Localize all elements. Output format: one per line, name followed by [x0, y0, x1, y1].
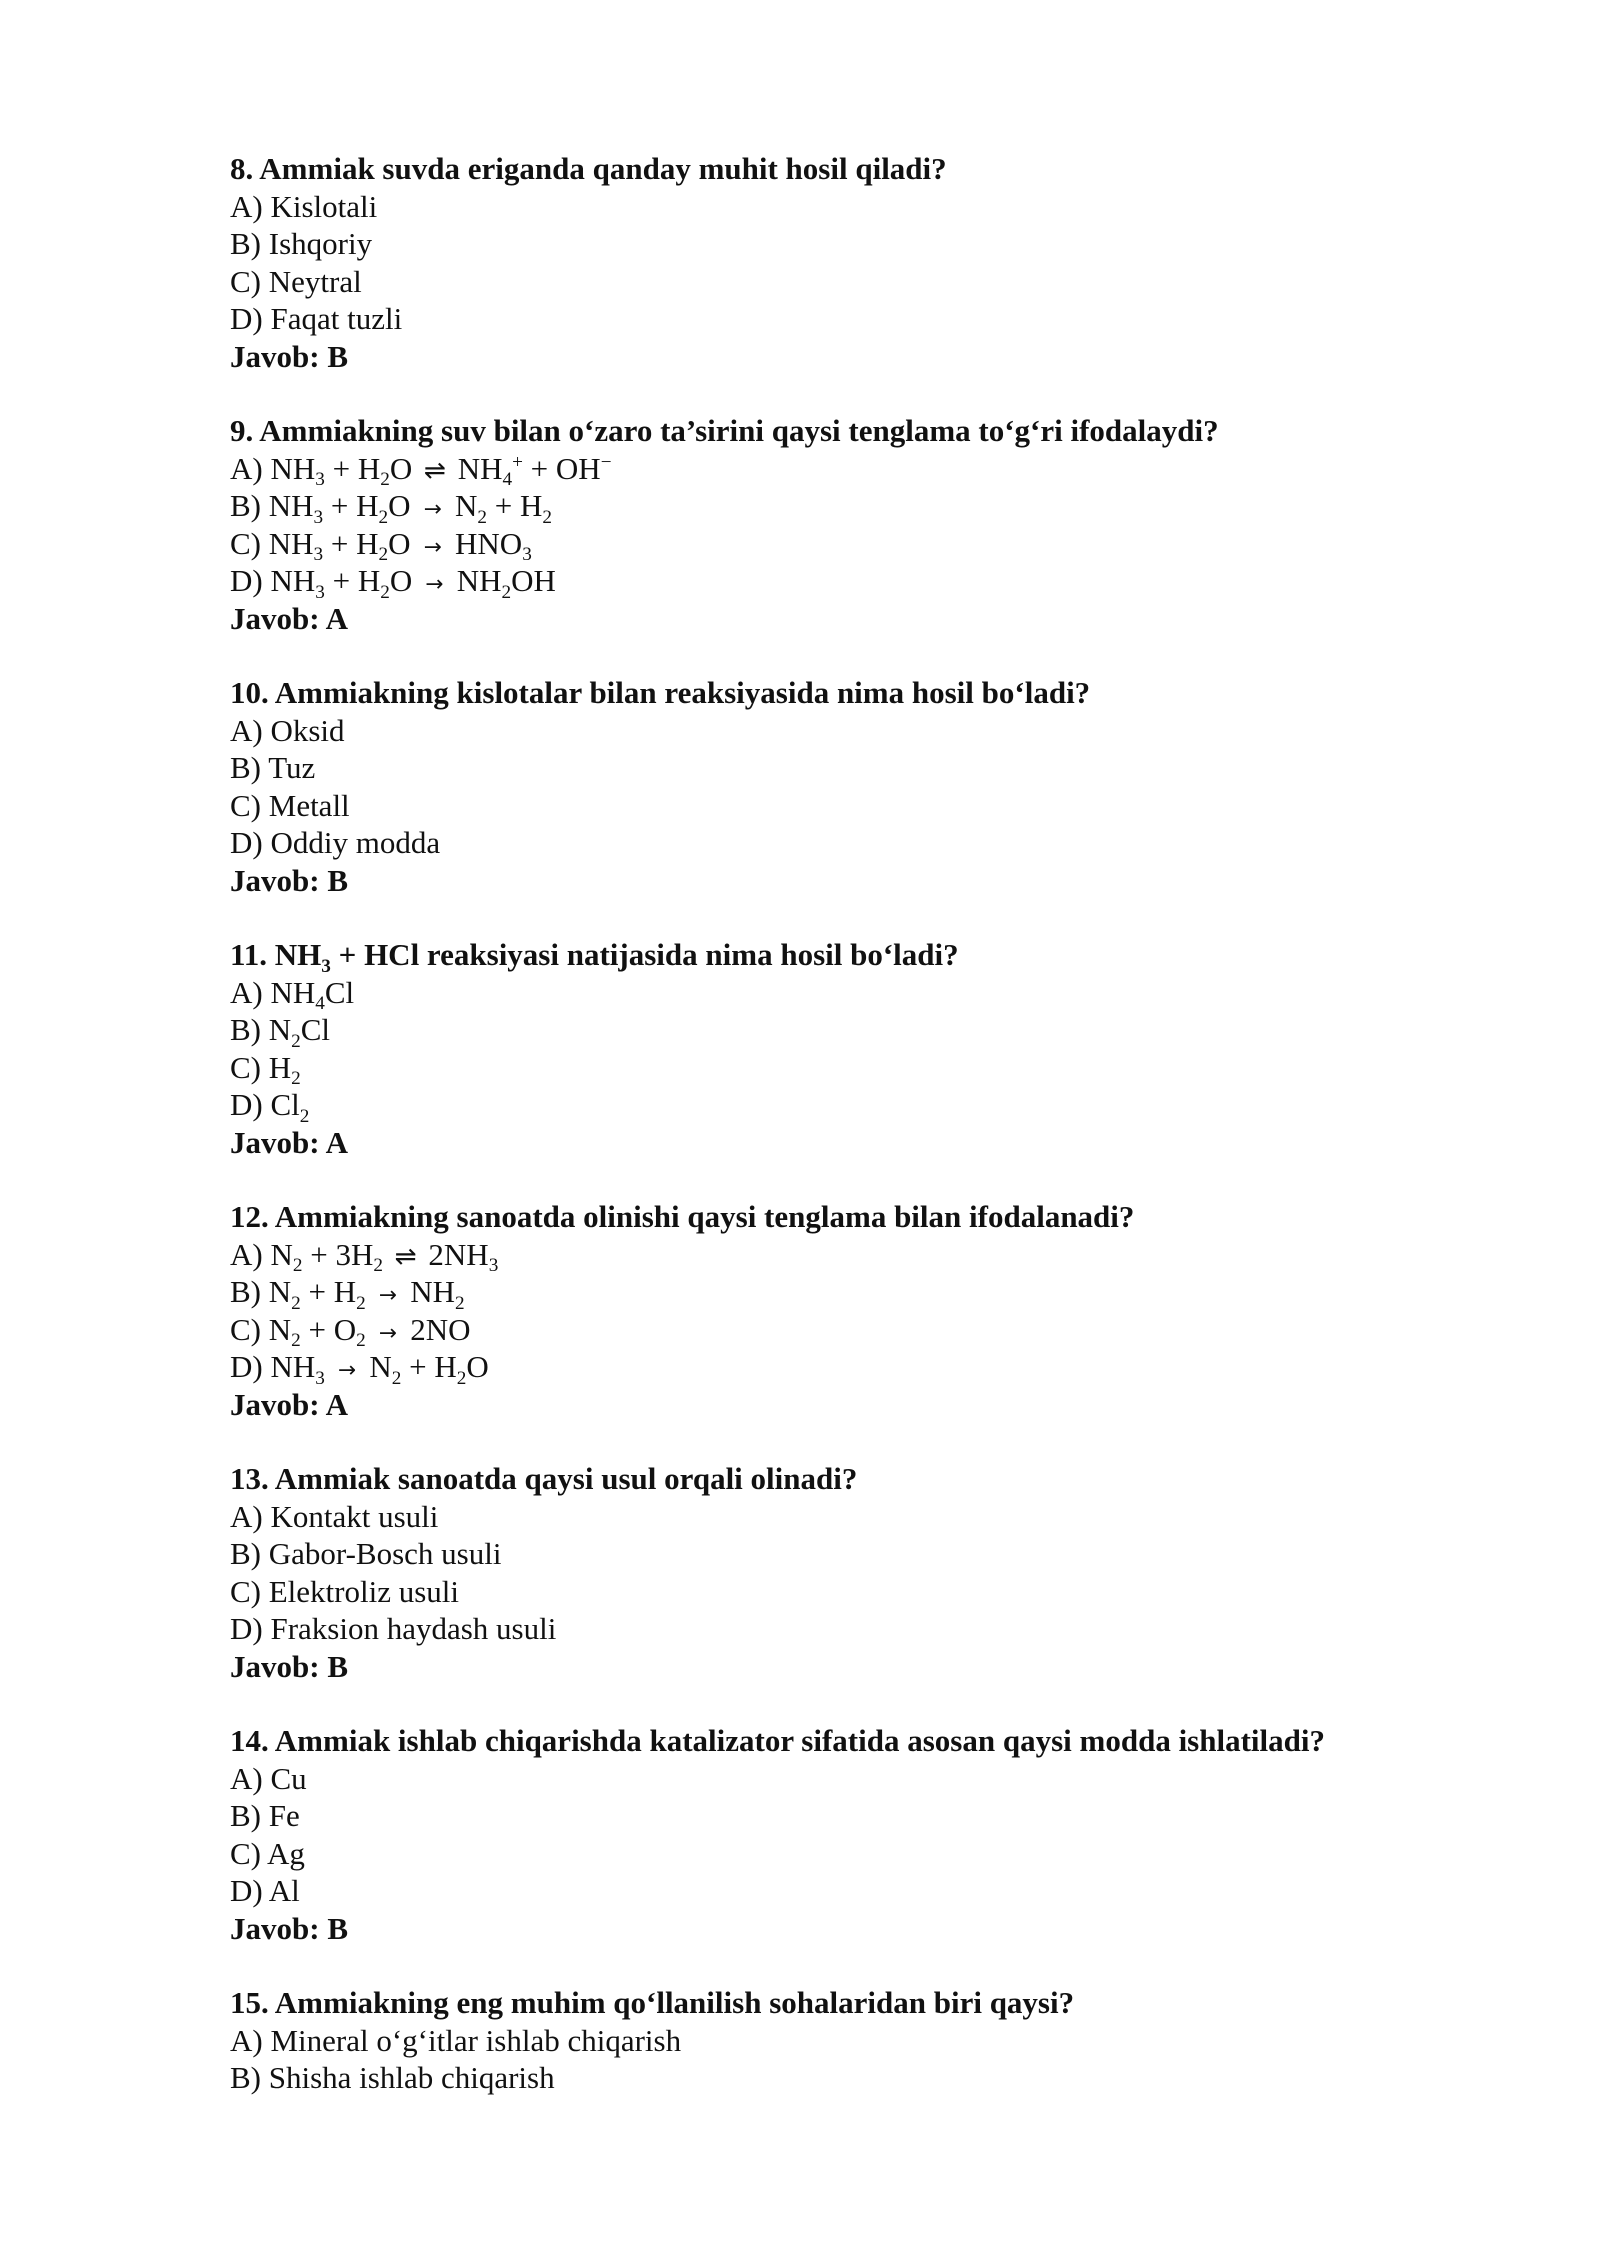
question-block	[230, 412, 1530, 637]
option-letter: B)	[230, 750, 261, 785]
answer-option	[230, 1797, 1530, 1835]
option-letter: D)	[230, 563, 263, 598]
answer-key: Javob: A	[230, 600, 348, 636]
option-letter: A)	[230, 974, 263, 1010]
option-text: Fraksion haydash usuli	[270, 1611, 557, 1646]
answer-option	[230, 1835, 1530, 1873]
question-title	[230, 1722, 1530, 1760]
option-text: $NH_3 \to N_2 + H_2O$	[270, 1349, 489, 1389]
question-number: 13.	[230, 1461, 269, 1496]
option-letter: B)	[230, 1274, 261, 1309]
question-text: Ammiak ishlab chiqarishda katalizator sifatida asosan qaysi modda ishlatiladi?	[274, 1723, 1325, 1758]
option-letter: C)	[230, 1049, 261, 1085]
answer-option	[230, 487, 1530, 528]
option-letter: A)	[230, 1760, 263, 1796]
answer-option	[230, 450, 1530, 491]
answer-option	[230, 1498, 1530, 1536]
question-block	[230, 1984, 1530, 2097]
answer-option	[230, 1049, 1530, 1090]
option-letter: B)	[230, 1798, 261, 1833]
option-text: Metall	[268, 787, 350, 823]
answer-option	[230, 1011, 1530, 1052]
question-block	[230, 936, 1530, 1161]
question-text: $NH_3$ + HCl reaksiyasi natijasida nima hosil bo‘ladi?	[274, 937, 959, 977]
answer-option	[230, 1273, 1530, 1314]
answer-option	[230, 1086, 1530, 1127]
option-letter: B)	[230, 2060, 261, 2095]
option-text: Kontakt usuli	[270, 1498, 439, 1534]
question-title	[230, 936, 1530, 977]
question-text: Ammiakning kislotalar bilan reaksiyasida nima hosil bo‘ladi?	[274, 675, 1091, 710]
option-letter: D)	[230, 1349, 263, 1384]
answer-option	[230, 263, 1530, 301]
option-letter: B)	[230, 1536, 261, 1571]
option-text: $Cl_2$	[270, 1087, 310, 1127]
question-number: 8.	[230, 151, 254, 186]
answer-option	[230, 562, 1530, 603]
option-text: Faqat tuzli	[270, 301, 403, 336]
option-text: $H_2$	[268, 1049, 301, 1090]
option-letter: B)	[230, 488, 261, 523]
answer-option	[230, 1236, 1530, 1277]
answer-option	[230, 188, 1530, 226]
answer-key: Javob: A	[230, 1124, 348, 1160]
answer-key: Javob: B	[230, 862, 348, 898]
option-letter: C)	[230, 263, 261, 299]
option-text: Mineral o‘g‘itlar ishlab chiqarish	[270, 2022, 682, 2058]
answer-key: Javob: B	[230, 338, 348, 374]
question-block	[230, 674, 1530, 899]
option-text: Gabor-Bosch usuli	[268, 1536, 502, 1571]
option-letter: B)	[230, 1012, 261, 1047]
option-letter: C)	[230, 787, 261, 823]
option-letter: A)	[230, 712, 263, 748]
question-number: 14.	[230, 1723, 269, 1758]
option-text: $N_2Cl$	[268, 1012, 331, 1052]
question-title	[230, 1984, 1530, 2022]
answer-key: Javob: B	[230, 1648, 348, 1684]
option-letter: C)	[230, 1311, 261, 1347]
option-text: Shisha ishlab chiqarish	[268, 2060, 555, 2095]
option-letter: D)	[230, 1087, 263, 1122]
answer-option	[230, 300, 1530, 338]
option-letter: D)	[230, 825, 263, 860]
answer-option	[230, 787, 1530, 825]
answer-option	[230, 2059, 1530, 2097]
option-text: Ag	[267, 1835, 305, 1871]
answer-option	[230, 1872, 1530, 1910]
option-text: Ishqoriy	[268, 226, 373, 261]
quiz-document	[230, 150, 1530, 2134]
answer-option	[230, 1573, 1530, 1611]
option-letter: D)	[230, 301, 263, 336]
question-number: 12.	[230, 1199, 269, 1234]
answer-option	[230, 1348, 1530, 1389]
question-number: 9.	[230, 413, 254, 448]
option-letter: B)	[230, 226, 261, 261]
answer-key: Javob: B	[230, 1910, 348, 1946]
option-letter: C)	[230, 525, 261, 561]
question-block	[230, 1722, 1530, 1947]
answer-option	[230, 749, 1530, 787]
option-letter: C)	[230, 1835, 261, 1871]
question-block	[230, 1198, 1530, 1423]
question-title	[230, 150, 1530, 188]
option-letter: A)	[230, 1498, 263, 1534]
question-text: Ammiakning sanoatda olinishi qaysi tenglama bilan ifodalanadi?	[274, 1199, 1135, 1234]
answer-option	[230, 1610, 1530, 1648]
answer-option	[230, 1311, 1530, 1352]
question-title	[230, 674, 1530, 712]
option-text: $N_2 + H_2 \to NH_2$	[268, 1274, 465, 1314]
option-letter: D)	[230, 1611, 263, 1646]
question-title	[230, 1460, 1530, 1498]
option-text: Al	[268, 1873, 300, 1908]
question-block	[230, 150, 1530, 375]
option-text: $NH_3 + H_2O \to N_2 + H_2$	[268, 488, 553, 528]
answer-option	[230, 525, 1530, 566]
option-letter: A)	[230, 450, 263, 486]
option-text: Cu	[270, 1760, 307, 1796]
option-text: $N_2 + O_2 \to 2NO$	[268, 1311, 471, 1352]
answer-option	[230, 712, 1530, 750]
answer-key: Javob: A	[230, 1386, 348, 1422]
answer-option	[230, 2022, 1530, 2060]
option-text: $NH_4Cl$	[270, 974, 355, 1015]
option-text: Oddiy modda	[270, 825, 441, 860]
question-text: Ammiak sanoatda qaysi usul orqali olinadi?	[274, 1461, 858, 1496]
option-text: Oksid	[270, 712, 345, 748]
question-number: 10.	[230, 675, 269, 710]
option-letter: A)	[230, 2022, 263, 2058]
option-text: Elektroliz usuli	[268, 1573, 460, 1609]
question-text: Ammiak suvda eriganda qanday muhit hosil qiladi?	[259, 151, 947, 186]
answer-option	[230, 974, 1530, 1015]
option-text: Kislotali	[270, 188, 378, 224]
question-number: 15.	[230, 1985, 269, 2020]
option-letter: A)	[230, 188, 263, 224]
option-text: Neytral	[268, 263, 362, 299]
question-text: Ammiakning suv bilan o‘zaro ta’sirini qaysi tenglama to‘g‘ri ifodalaydi?	[259, 413, 1219, 448]
option-letter: D)	[230, 1873, 263, 1908]
question-number: 11.	[230, 937, 268, 972]
question-block	[230, 1460, 1530, 1685]
option-text: $NH_3 + H_2O$ ⇌ $NH_4^+ + OH^-$	[270, 450, 612, 491]
answer-option	[230, 225, 1530, 263]
option-text: $NH_3 + H_2O \to HNO_3$	[268, 525, 532, 566]
question-text: Ammiakning eng muhim qo‘llanilish sohalaridan biri qaysi?	[274, 1985, 1075, 2020]
option-letter: C)	[230, 1573, 261, 1609]
option-text: $N_2 + 3H_2$ ⇌ $2NH_3$	[270, 1236, 499, 1277]
answer-option	[230, 824, 1530, 862]
option-text: $NH_3 + H_2O \to NH_2OH$	[270, 563, 556, 603]
question-title	[230, 1198, 1530, 1236]
option-letter: A)	[230, 1236, 263, 1272]
answer-option	[230, 1535, 1530, 1573]
question-title	[230, 412, 1530, 450]
option-text: Tuz	[268, 750, 316, 785]
answer-option	[230, 1760, 1530, 1798]
option-text: Fe	[268, 1798, 300, 1833]
